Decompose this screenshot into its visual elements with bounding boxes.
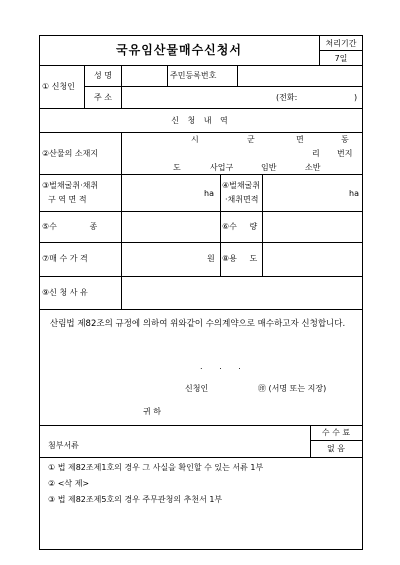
mid-column-line	[220, 174, 221, 276]
fee-left-line	[310, 425, 311, 457]
processing-label: 처리기간	[325, 39, 357, 48]
general-label: 임반	[261, 163, 277, 172]
usage-label: ⑧용 도	[222, 254, 258, 263]
date-line: . . .	[200, 362, 241, 371]
reason-bottom-line	[39, 309, 363, 310]
location-label: ②산물의 소재지	[42, 149, 99, 158]
price-unit: 원	[207, 254, 215, 263]
business-district-label: 사업구	[210, 163, 234, 172]
phone-label: (전화:	[276, 93, 298, 102]
species-bottom-line	[39, 242, 363, 243]
title-bottom-line	[39, 65, 363, 66]
signer-label: 신청인	[185, 384, 209, 393]
statement-bottom-line	[39, 425, 363, 426]
gun-label: 군	[247, 135, 255, 144]
quantity-label: ⑥수 량	[222, 222, 258, 231]
label-column-line	[121, 132, 122, 309]
si-label: 시	[191, 135, 199, 144]
area-right-unit: ha	[349, 189, 359, 198]
seal-note: ㊞ (서명 또는 지장)	[258, 384, 327, 393]
fee-divider	[310, 440, 363, 441]
addressee: 귀 하	[143, 407, 161, 416]
location-bottom-line	[39, 174, 363, 175]
applicant-label-line	[84, 65, 85, 108]
sub-label: 소반	[305, 163, 321, 172]
request-header-line	[39, 132, 363, 133]
area-right-label-1: ④벌채굴취	[222, 181, 261, 190]
attachment-item: ③ 법 제82조제5호의 경우 주무관청의 추천서 1부	[48, 495, 223, 504]
do-label: 도	[173, 163, 181, 172]
name-label: 성 명	[94, 71, 112, 80]
processing-left-line	[319, 35, 320, 65]
phone-close: )	[354, 93, 358, 102]
form-title: 국유임산물매수신청서	[116, 43, 242, 57]
processing-value: 7일	[334, 54, 348, 63]
applicant-bottom-line	[39, 108, 363, 109]
name-value-line	[167, 65, 168, 86]
request-header: 신 청 내 역	[171, 116, 231, 125]
processing-divider	[319, 50, 363, 51]
fee-value: 없 음	[327, 444, 345, 453]
area-left-label-1: ③벌채굴취·채취	[42, 181, 99, 190]
reason-label: ⑨신 청 사 유	[42, 288, 88, 297]
area-left-unit: ha	[204, 189, 214, 198]
attachments-label: 첨부서류	[48, 441, 79, 450]
area-right-label-2: ·채취면적	[225, 195, 259, 204]
fee-bottom-line	[39, 457, 363, 458]
area-bottom-line	[39, 211, 363, 212]
price-bottom-line	[39, 276, 363, 277]
applicant-row-line	[84, 86, 363, 87]
myeon-label: 면	[296, 135, 304, 144]
area-left-label-2: 구 역 면 적	[48, 195, 87, 204]
id-label-line	[237, 65, 238, 86]
price-label: ⑦매 수 가 격	[42, 254, 88, 263]
species-label: ⑤수 종	[42, 222, 98, 231]
beonji-label: 번지	[337, 149, 353, 158]
attachment-item: ② <삭 제>	[48, 479, 90, 488]
attachment-item: ① 법 제82조제1호의 경우 그 사실을 확인할 수 있는 서류 1부	[48, 463, 264, 472]
applicant-field-line	[121, 65, 122, 108]
right-label-line	[262, 174, 263, 276]
fee-label: 수 수 료	[321, 428, 351, 437]
ri-label: 리	[312, 149, 320, 158]
applicant-section-label: ① 신청인	[42, 82, 75, 91]
resident-id-label: 주민등록번호	[170, 71, 217, 80]
address-label: 주 소	[94, 93, 112, 102]
application-statement: 산림법 제82조의 규정에 의하여 위와같이 수의계약으로 매수하고자 신청합니다.	[50, 319, 346, 329]
dong-label: 동	[341, 135, 349, 144]
